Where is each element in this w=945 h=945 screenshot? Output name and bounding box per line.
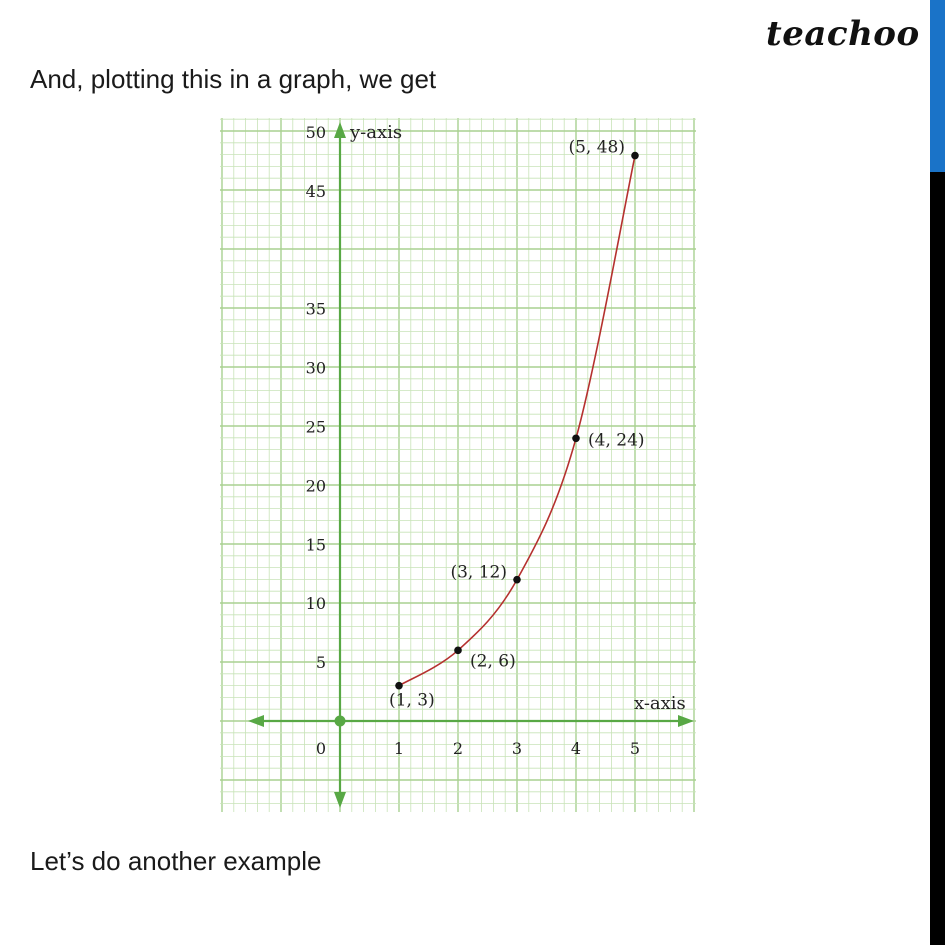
point-label: (3, 12) <box>450 562 507 583</box>
point-label: (2, 6) <box>470 651 516 672</box>
side-bar-accent <box>930 0 945 172</box>
origin-dot <box>335 716 346 727</box>
origin-label: 0 <box>315 739 326 758</box>
side-bar-gap <box>920 0 930 945</box>
y-tick-label: 10 <box>305 594 326 614</box>
y-tick-label: 50 <box>305 123 326 142</box>
data-point <box>513 576 521 584</box>
point-label: (4, 24) <box>588 430 645 451</box>
x-tick-label: 5 <box>629 739 641 758</box>
data-point <box>631 152 639 160</box>
data-point <box>395 682 403 690</box>
point-label: (1, 3) <box>389 690 435 711</box>
x-tick-label: 4 <box>570 739 582 758</box>
y-axis-label: y-axis <box>350 122 403 143</box>
point-label: (5, 48) <box>568 137 625 158</box>
y-tick-label: 35 <box>305 299 326 319</box>
data-point <box>454 647 462 655</box>
outro-text: Let’s do another example <box>30 846 322 876</box>
x-axis-label: x-axis <box>634 693 686 714</box>
brand-logo: teachoo <box>766 14 920 54</box>
y-tick-label: 15 <box>305 535 326 555</box>
y-tick-label: 20 <box>305 476 326 496</box>
y-tick-label: 25 <box>305 417 326 437</box>
y-tick-label: 5 <box>315 653 326 673</box>
y-tick-label: 45 <box>305 181 326 201</box>
x-tick-label: 1 <box>393 739 405 758</box>
x-tick-label: 2 <box>452 739 464 758</box>
y-tick-label: 30 <box>305 358 326 378</box>
data-point <box>572 434 580 442</box>
intro-text: And, plotting this in a graph, we get <box>30 64 437 94</box>
x-tick-label: 3 <box>511 739 523 758</box>
graph <box>220 118 696 812</box>
